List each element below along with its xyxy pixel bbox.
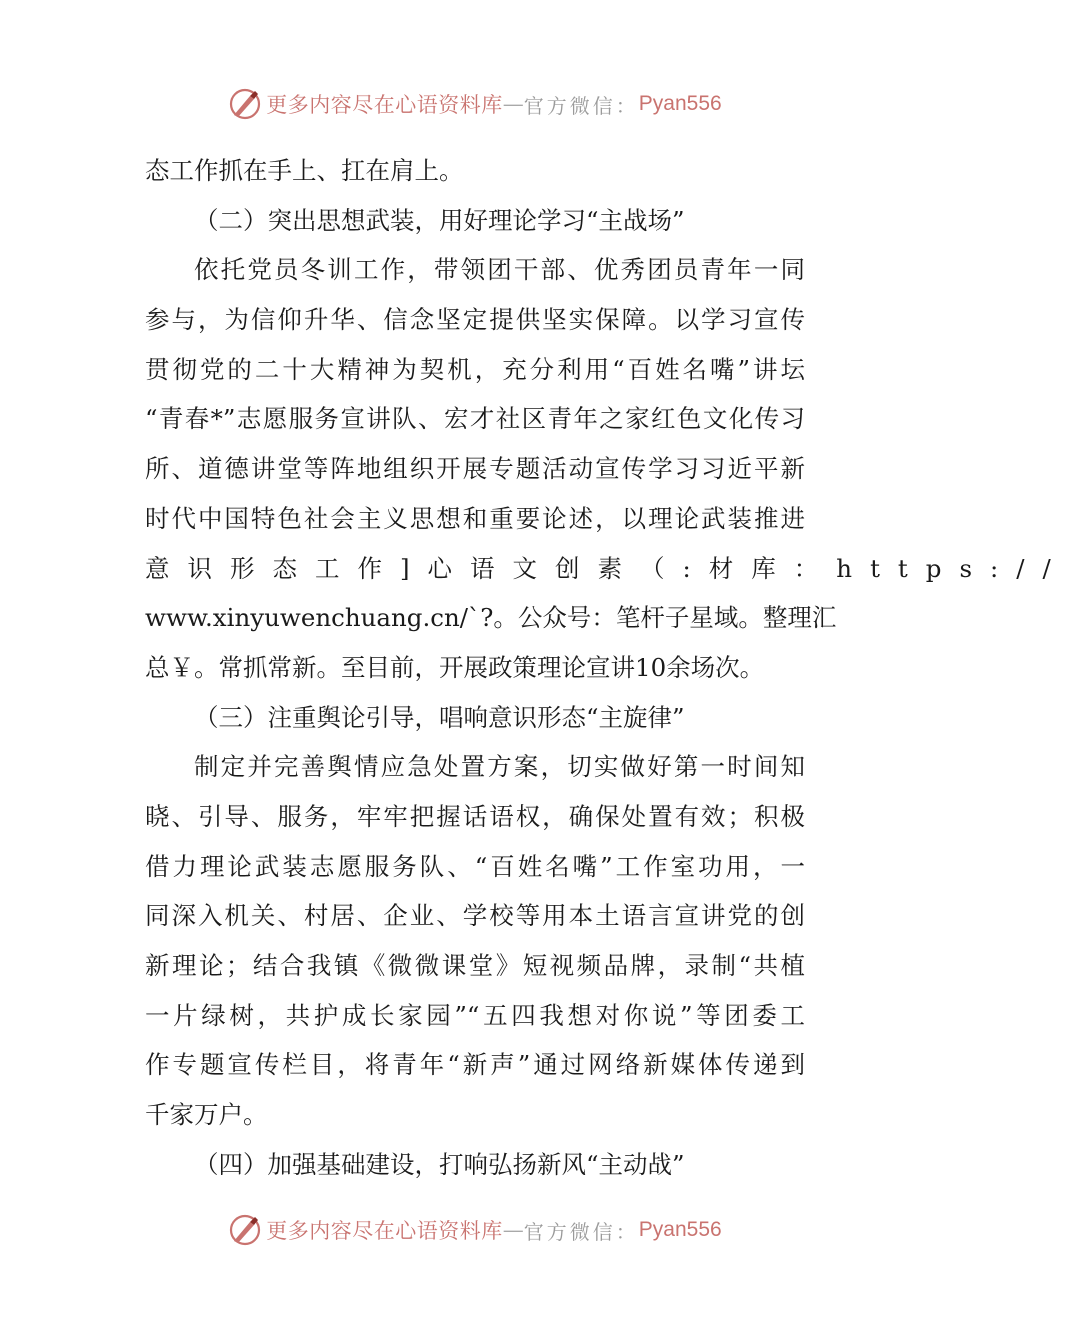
banner-wechat-id: Pyan556 xyxy=(638,1218,722,1241)
text-line: 总￥。常抓常新。至目前，开展政策理论宣讲10余场次。 xyxy=(145,652,765,682)
text-line: 新理论；结合我镇《微微课堂》短视频品牌，录制“共植 xyxy=(145,951,805,980)
text-line: 晓、引导、服务，牢牢把握话语权，确保处置有效；积极 xyxy=(145,801,805,831)
section-heading-2: （二）突出思想武装，用好理论学习“主战场” xyxy=(194,205,685,235)
text-line: 借力理论武装志愿服务队、“百姓名嘴”工作室功用，一 xyxy=(145,851,805,881)
banner-wechat-label: 官方微信： xyxy=(523,1219,639,1244)
banner-separator: — xyxy=(502,1218,524,1242)
text-line: 同深入机关、村居、企业、学校等用本土语言宣讲党的创 xyxy=(145,901,805,931)
header-banner xyxy=(0,84,950,124)
text-line: 参与，为信仰升华、信念坚定提供坚实保障。以学习宣传 xyxy=(145,305,805,335)
text-line: 作专题宣传栏目，将青年“新声”通过网络新媒体传递到 xyxy=(145,1050,805,1080)
banner-wechat-label: 官方微信： xyxy=(523,93,639,118)
banner-text: 更多内容尽在心语资料库 xyxy=(266,1219,503,1243)
document-body xyxy=(145,146,1069,1189)
text-line: “青春*”志愿服务宣讲队、宏才社区青年之家红色文化传习 xyxy=(145,404,805,434)
text-line: 制定并完善舆情应急处置方案，切实做好第一时间知 xyxy=(194,752,805,782)
text-line: 所、道德讲堂等阵地组织开展专题活动宣传学习习近平新 xyxy=(145,454,805,484)
pen-logo-icon xyxy=(228,87,262,121)
footer-banner xyxy=(0,1210,950,1250)
text-line: 贯彻党的二十大精神为契机，充分利用“百姓名嘴”讲坛 xyxy=(145,354,805,384)
text-line: 时代中国特色社会主义思想和重要论述，以理论武装推进 xyxy=(145,503,805,533)
text-line: 一片绿树，共护成长家园”“五四我想对你说”等团委工 xyxy=(145,1000,805,1030)
text-line: www.xinyuwenchuang.cn/`?。公众号：笔杆子星域。整理汇 xyxy=(145,603,837,633)
text-line: 态工作抓在手上、扛在肩上。 xyxy=(145,156,464,185)
section-heading-3: （三）注重舆论引导，唱响意识形态“主旋律” xyxy=(194,702,685,732)
text-line: 意识形态工作]心语文创素（:材库：https:// xyxy=(145,553,1069,583)
text-line: 千家万户。 xyxy=(145,1100,268,1130)
banner-text: 更多内容尽在心语资料库 xyxy=(266,93,503,117)
banner-separator: — xyxy=(502,92,524,116)
text-line: 依托党员冬训工作，带领团干部、优秀团员青年一同 xyxy=(194,255,805,285)
banner-wechat-id: Pyan556 xyxy=(638,92,722,115)
section-heading-4: （四）加强基础建设，打响弘扬新风“主动战” xyxy=(194,1149,685,1179)
pen-logo-icon xyxy=(228,1213,262,1247)
